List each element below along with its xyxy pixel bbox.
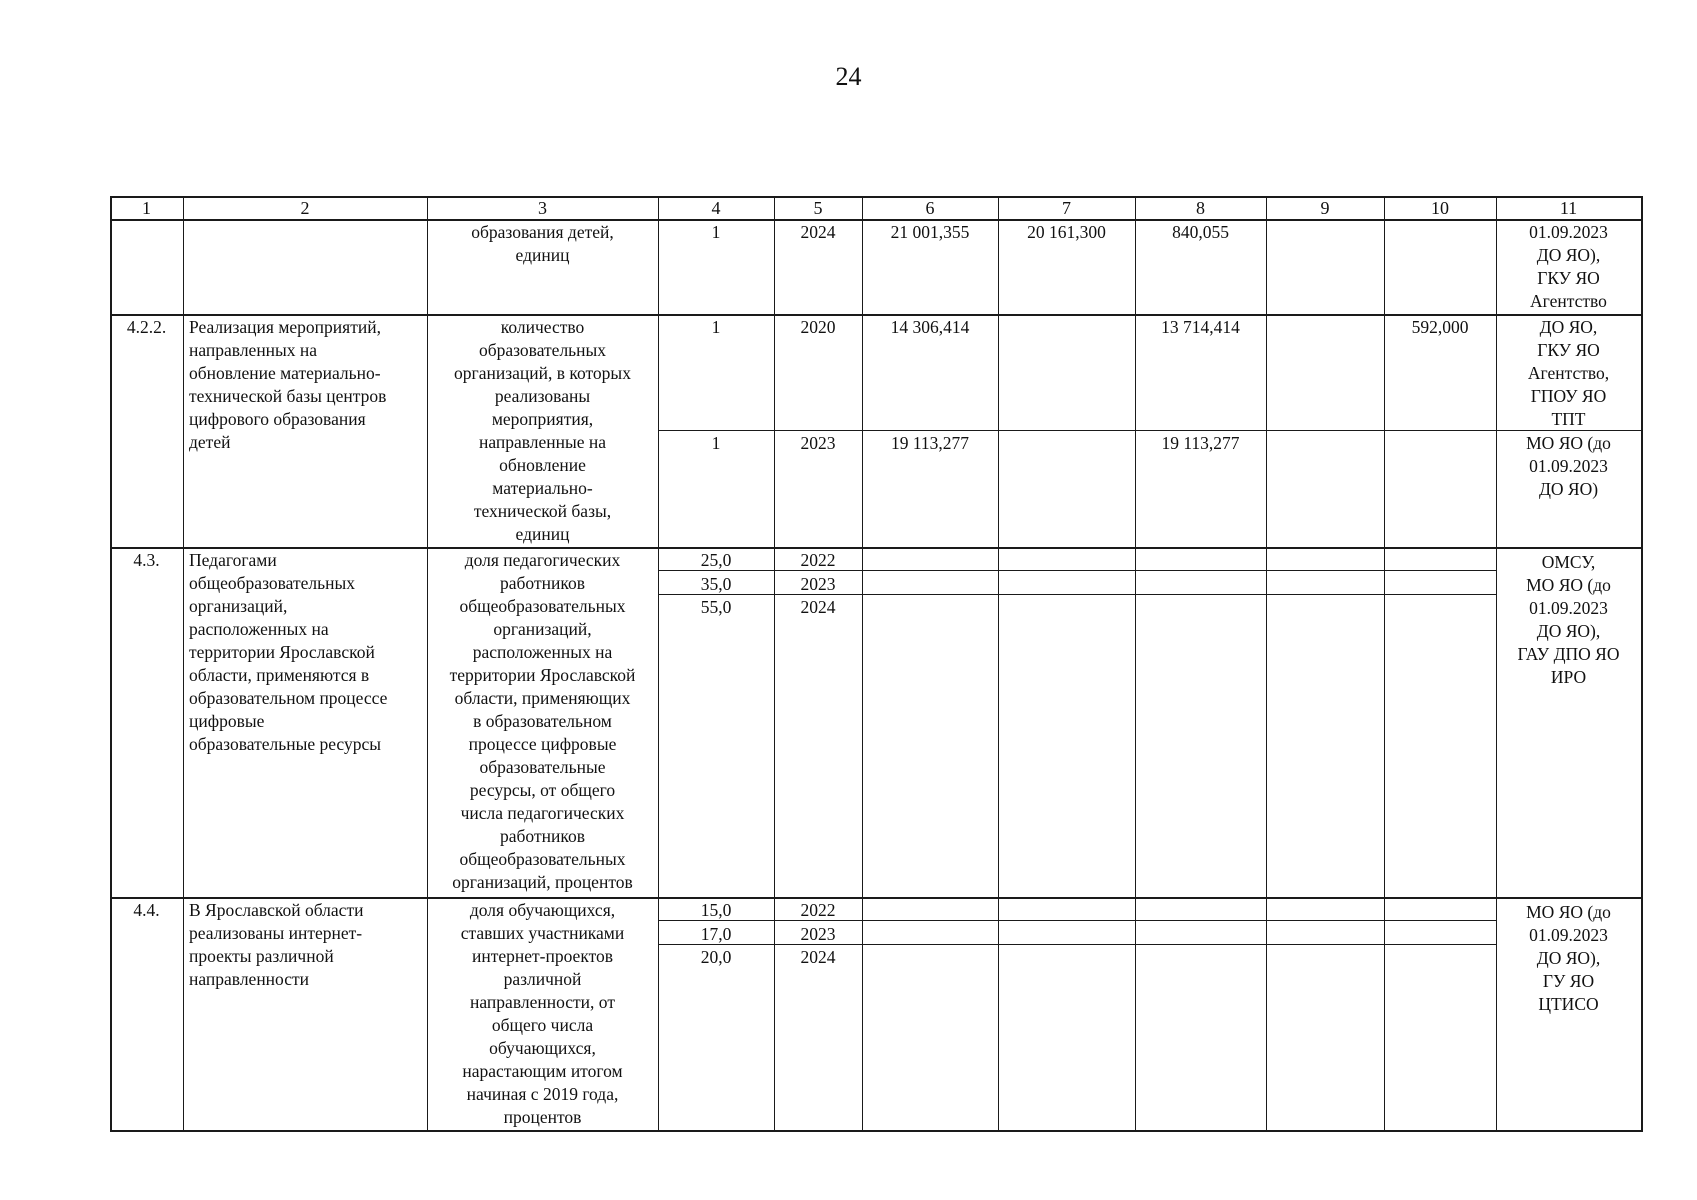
year: 2023 xyxy=(800,433,836,453)
year: 2023 xyxy=(800,573,836,594)
indicator-unit: образования детей, единиц xyxy=(471,222,614,265)
amount-total: 14 306,414 xyxy=(890,317,970,337)
table-rule xyxy=(1266,196,1267,1130)
indicator-value: 20,0 xyxy=(700,947,732,967)
table-rule xyxy=(110,196,1641,198)
amount-federal: 20 161,300 xyxy=(1027,222,1106,242)
executor: 01.09.2023 ДО ЯО), ГКУ ЯО Агентство xyxy=(1529,222,1608,311)
header-cell-6: 6 xyxy=(925,198,935,218)
amount-regional: 13 714,414 xyxy=(1161,317,1240,337)
year: 2024 xyxy=(800,222,836,242)
executor: МО ЯО (до 01.09.2023 ДО ЯО) xyxy=(1526,433,1611,499)
page-number: 24 xyxy=(835,62,862,91)
table-rule xyxy=(110,1130,1641,1132)
header-cell-10: 10 xyxy=(1431,198,1449,218)
header-cell-7: 7 xyxy=(1062,198,1071,218)
amount-total: 19 113,277 xyxy=(890,433,970,453)
header-cell-4: 4 xyxy=(711,198,721,218)
amount-total: 21 001,355 xyxy=(890,222,970,242)
executor: ДО ЯО, ГКУ ЯО Агентство, ГПОУ ЯО ТПТ xyxy=(1527,317,1610,429)
year: 2022 xyxy=(800,900,836,920)
year: 2022 xyxy=(800,550,836,570)
year: 2020 xyxy=(800,317,836,337)
header-cell-8: 8 xyxy=(1196,198,1205,218)
quantity: 1 xyxy=(711,222,721,242)
item-title: Реализация мероприятий, направленных на обновление материально- технической базы центров цифрового образования детей xyxy=(189,317,387,452)
amount-other: 592,000 xyxy=(1411,317,1469,337)
item-title: Педагогами общеобразовательных организаций, расположенных на территории Ярославской области, применяются в образовательном процессе цифровые образовательные ресурсы xyxy=(189,550,388,754)
table-rule xyxy=(1641,196,1643,1132)
year: 2023 xyxy=(800,923,836,944)
indicator-value: 55,0 xyxy=(700,597,732,617)
item-title: В Ярославской области реализованы интернет- проекты различной направленности xyxy=(189,900,364,989)
indicator-value: 35,0 xyxy=(700,573,732,594)
amount-regional: 840,055 xyxy=(1172,222,1229,242)
header-cell-11: 11 xyxy=(1559,198,1578,218)
indicator: доля педагогических работников общеобразовательных организаций, расположенных на территории Ярославской области, применяющих в образовательном процессе цифровые образовательные ресурсы, от общего числа педагогических работников общеобразовательных организаций, процентов xyxy=(449,550,636,892)
amount-regional: 19 113,277 xyxy=(1161,433,1240,453)
indicator: доля обучающихся, ставших участниками интернет-проектов различной направленности, от общего числа обучающихся, нарастающим итогом начиная с 2019 года, процентов xyxy=(460,900,625,1127)
table-rule xyxy=(998,196,999,1130)
year: 2024 xyxy=(800,597,836,617)
indicator-value: 25,0 xyxy=(700,550,732,570)
header-cell-2: 2 xyxy=(300,198,310,218)
item-number: 4.3. xyxy=(133,550,160,570)
header-cell-9: 9 xyxy=(1320,198,1330,218)
item-number: 4.4. xyxy=(133,900,160,920)
item-number: 4.2.2. xyxy=(126,317,167,337)
indicator-value: 15,0 xyxy=(700,900,732,920)
year: 2024 xyxy=(800,947,836,967)
header-cell-5: 5 xyxy=(813,198,823,218)
executor: МО ЯО (до 01.09.2023 ДО ЯО), ГУ ЯО ЦТИСО xyxy=(1526,902,1611,1014)
indicator: количество образовательных организаций, в которых реализованы мероприятия, направленные на обновление материально- технической базы, единиц xyxy=(454,317,631,544)
header-cell-3: 3 xyxy=(538,198,547,218)
header-cell-1: 1 xyxy=(142,198,151,218)
executor: ОМСУ, МО ЯО (до 01.09.2023 ДО ЯО), ГАУ ДПО ЯО ИРО xyxy=(1517,552,1620,687)
quantity: 1 xyxy=(711,317,721,337)
quantity: 1 xyxy=(711,433,721,453)
indicator-value: 17,0 xyxy=(700,923,732,944)
